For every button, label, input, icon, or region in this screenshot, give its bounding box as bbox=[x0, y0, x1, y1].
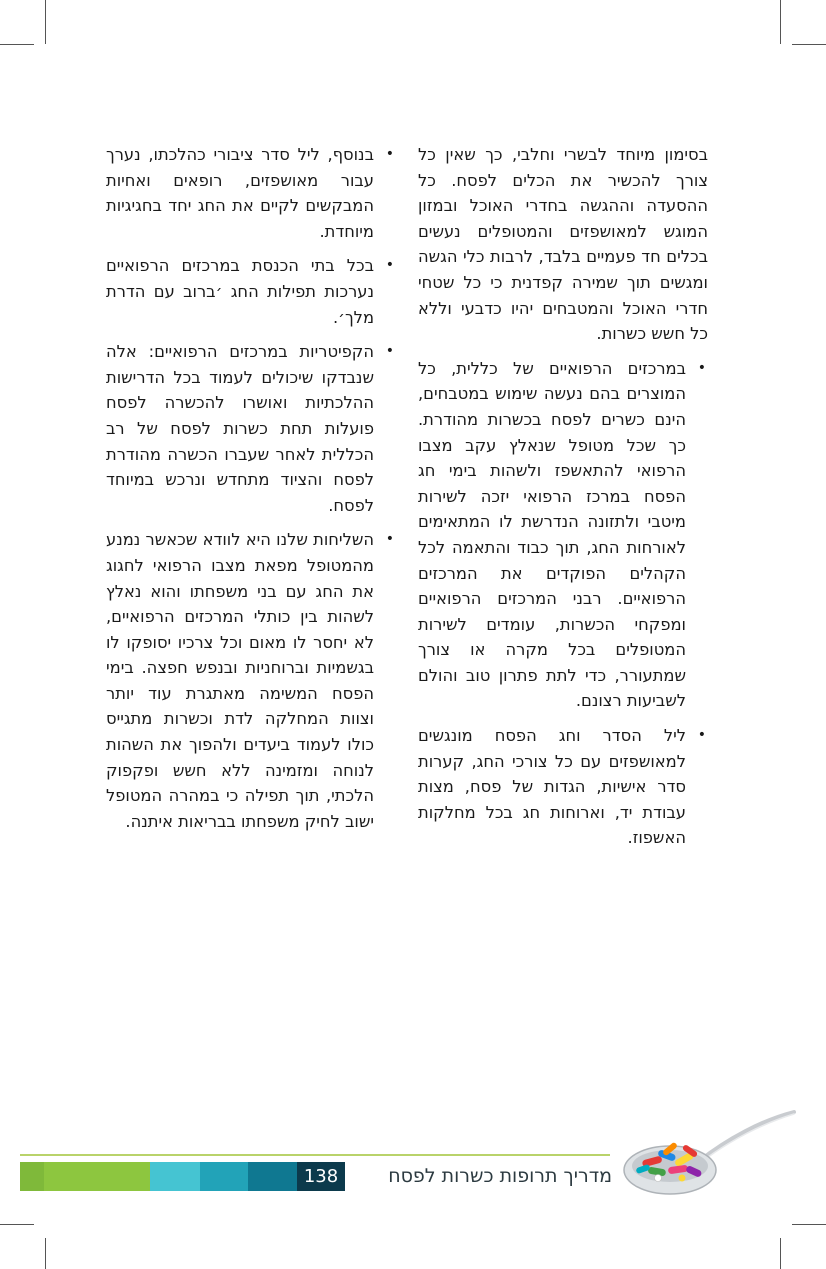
list-item bbox=[418, 723, 708, 851]
crop-mark bbox=[780, 0, 781, 44]
crop-mark bbox=[0, 1224, 34, 1225]
footer-title: מדריך תרופות כשרות לפסח bbox=[388, 1165, 612, 1187]
page-number: 138 bbox=[297, 1162, 345, 1191]
list-item bbox=[106, 253, 396, 330]
list-item-text: בנוסף, ליל סדר ציבורי כהלכתו, נערך עבור מאושפזים, רופאים ואחיות המבקשים לקיים את החג יחד בחגיגיות מיוחדת. bbox=[106, 145, 374, 241]
list-item bbox=[106, 527, 396, 834]
list-item-text: ליל הסדר וחג הפסח מונגשים למאושפזים עם כל צורכי החג, קערות סדר אישיות, הגדות של פסח, מצות עבודת יד, וארוחות חג בכל מחלקות האשפוז. bbox=[418, 726, 686, 848]
bullet-icon: • bbox=[697, 359, 706, 376]
list-item-text: הקפיטריות במרכזים הרפואיים: אלה שנבדקו שיכולים לעמוד בכל הדרישות ההלכתיות ואושרו להכשרה לפסח פועלות תחת כשרות לפסח של רב הכללית לאחר שעברו הכשרה מהודרת לפסח והציוד מתחדש ונרכש במיוחד לפסח. bbox=[106, 342, 374, 515]
bullet-icon: • bbox=[385, 257, 394, 274]
footer-rule bbox=[20, 1154, 610, 1156]
crop-mark bbox=[45, 0, 46, 44]
color-strip-segment bbox=[20, 1162, 44, 1191]
color-strip-segment bbox=[200, 1162, 248, 1191]
bullet-icon: • bbox=[385, 343, 394, 360]
list-item bbox=[106, 339, 396, 518]
intro-paragraph: בסימון מיוחד לבשרי וחלבי, כך שאין כל צורך להכשיר את הכלים לפסח. כל ההסעדה וההגשה בחדרי האוכל ובמזון המוגש למאושפזים והמטופלים נעשים בכלים חד פעמיים בלבד, לרבות כלי הגשה ומגשים תוך שמירה קפדנית כי כל שטחי חדרי האוכל והמטבחים יהיו כדבעי וללא כל חשש כשרות. bbox=[418, 145, 708, 344]
color-strip-segment bbox=[44, 1162, 150, 1191]
crop-mark bbox=[780, 1238, 781, 1269]
list-item-text: בכל בתי הכנסת במרכזים הרפואיים נערכות תפילות החג ׳ברוב עם הדרת מלך׳. bbox=[106, 256, 374, 327]
left-column bbox=[106, 142, 396, 843]
list-item bbox=[106, 142, 396, 244]
bullet-icon: • bbox=[697, 727, 706, 744]
list-item-text: במרכזים הרפואיים של כללית, כל המוצרים בהם נעשה שימוש במטבחים, הינם כשרים לפסח בכשרות מהודרת. כך שכל מטופל שנאלץ עקב מצבו הרפואי להתאשפז ולשהות בימי חג הפסח במרכז הרפואי יזכה לשירות מיטבי ולתזונה הנדרשת לו המתאימים לאורחות החג, תוך כבוד והתאמה לכל הקהלים הפוקדים את המרכזים הרפואיים. רבני המרכזים הרפואיים ומפקחי הכשרות, עומדים לשירות המטופלים בכל מקרה או צורך שמתעורר, כדי לתת פתרון טוב והולם לשביעות רצונם. bbox=[418, 358, 686, 711]
bullet-icon: • bbox=[385, 146, 394, 162]
spoon-with-pills-icon bbox=[618, 1108, 796, 1198]
crop-mark bbox=[792, 1224, 826, 1225]
list-item bbox=[418, 356, 708, 714]
color-strip-segment bbox=[150, 1162, 200, 1191]
color-strip-segment bbox=[248, 1162, 297, 1191]
right-column bbox=[418, 142, 708, 860]
crop-mark bbox=[0, 44, 34, 45]
crop-mark bbox=[45, 1238, 46, 1269]
bullet-icon: • bbox=[385, 531, 394, 548]
list-item-text: השליחות שלנו היא לוודא שכאשר נמנע מהמטופל מפאת מצבו הרפואי לחגוג את החג עם בני משפחתו והוא נאלץ לשהות בין כותלי המרכזים הרפואיים, לא יחסר לו מאום וכל צרכיו יסופקו לו בגשמיות וברוחניות ובנפש חפצה. בימי הפסח המשימה מאתגרת עוד יותר וצוות המחלקה לדת וכשרות מתגייס כולו לעמוד ביעדים ולהפוך את השהות לנוחה ומזמינה ללא חשש ופקפוק הלכתי, תוך תפילה כי במהרה המטופל ישוב לחיק משפחתו בבריאות איתנה. bbox=[106, 530, 374, 831]
crop-mark bbox=[792, 44, 826, 45]
